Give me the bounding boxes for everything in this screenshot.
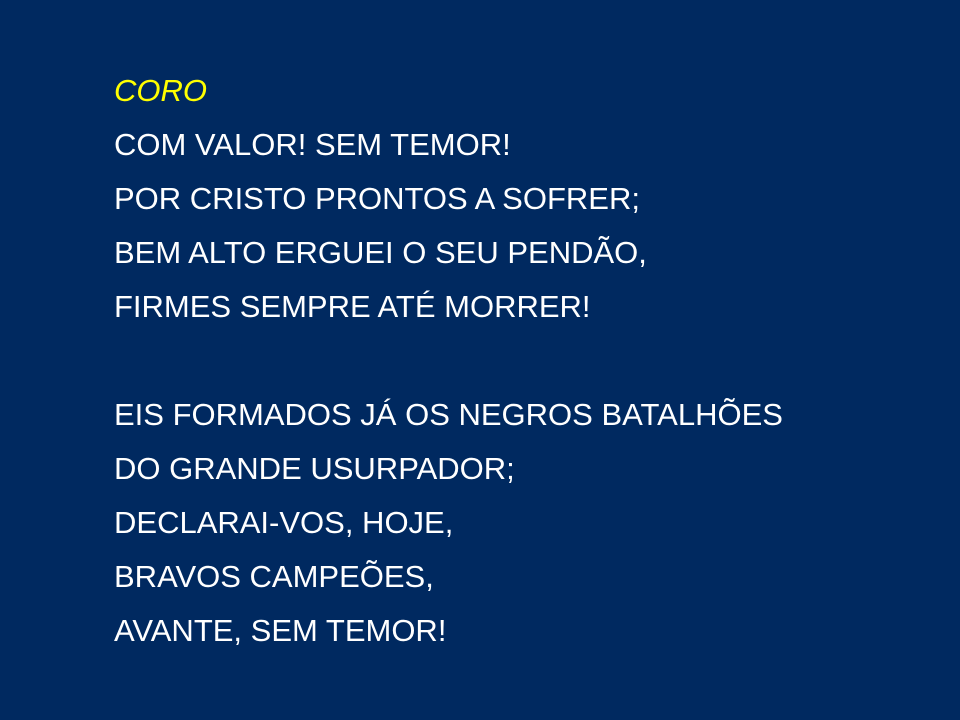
verse-line-5: AVANTE, SEM TEMOR! [114, 613, 447, 648]
verse-line-4: BRAVOS CAMPEÕES, [114, 559, 434, 594]
chorus-line-1: COM VALOR! SEM TEMOR! [114, 127, 511, 162]
verse-line-1: EIS FORMADOS JÁ OS NEGROS BATALHÕES [114, 397, 783, 432]
chorus-line-3: BEM ALTO ERGUEI O SEU PENDÃO, [114, 235, 647, 270]
chorus-line-4: FIRMES SEMPRE ATÉ MORRER! [114, 289, 591, 324]
verse-line-3: DECLARAI-VOS, HOJE, [114, 505, 454, 540]
chorus-label: CORO [114, 73, 207, 108]
verse-line-2: DO GRANDE USURPADOR; [114, 451, 515, 486]
lyrics-block [114, 64, 934, 658]
stanza-divider [114, 334, 934, 388]
chorus-line-2: POR CRISTO PRONTOS A SOFRER; [114, 181, 640, 216]
